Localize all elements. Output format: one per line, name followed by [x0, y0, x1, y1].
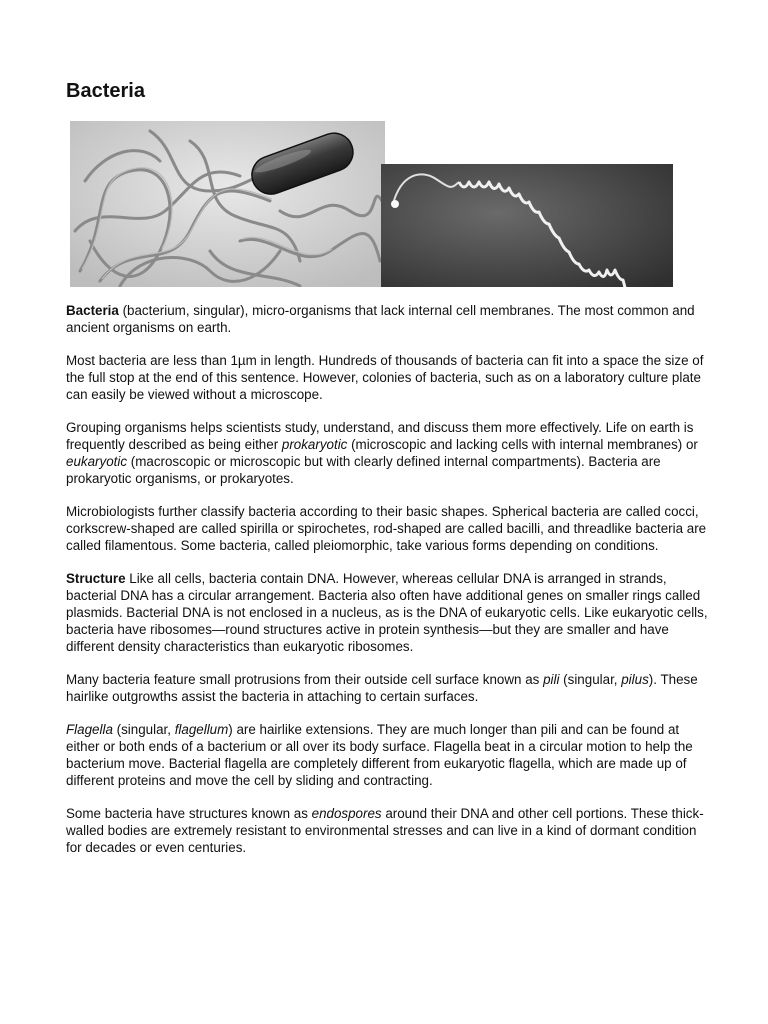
term-pili: pili [543, 672, 560, 687]
paragraph-structure: Structure Like all cells, bacteria contain DNA. However, whereas cellular DNA is arranged in strands, bacterial DNA has a circular arrangement. Bacteria also often have additional genes on smaller rings called plasmids. Bacterial DNA is not enclosed in a nucleus, as is the DNA of eukaryotic cells. Like eukaryotic cells, bacteria have ribosomes—round structures active in protein synthesis—but they are smaller and have different density characteristics than eukaryotic ribosomes. [66, 571, 708, 654]
bacteria-figure [70, 121, 673, 287]
paragraph-pili: Many bacteria feature small protrusions from their outside cell surface known as pili (singular, pilus). These hairlike outgrowths assist the bacteria in attaching to certain surfaces. [66, 672, 698, 704]
paragraph-flagella: Flagella (singular, flagellum) are hairlike extensions. They are much longer than pili and can be found at either or both ends of a bacterium or all over its body surface. Flagella beat in a circular motion to help the bacterium move. Bacterial flagella are completely different from eukaryotic flagella, which are made up of different proteins and move the cell by sliding and contracting. [66, 722, 693, 788]
paragraph-intro: Bacteria (bacterium, singular), micro-organisms that lack internal cell membranes. The most common and ancient organisms on earth. [66, 303, 695, 335]
heading-structure: Structure [66, 571, 126, 586]
rod-bacterium-image [70, 121, 385, 287]
term-flagella: Flagella [66, 722, 113, 737]
paragraph-shapes: Microbiologists further classify bacteria according to their basic shapes. Spherical bacteria are called cocci, corkscrew-shaped are called spirilla or spirochetes, rod-shaped are called bacilli, and threadlike bacteria are called filamentous. Some bacteria, called pleiomorphic, take various forms depending on conditions. [66, 504, 707, 553]
term-pilus: pilus [621, 672, 649, 687]
paragraph-endospores: Some bacteria have structures known as endospores around their DNA and other cell portions. These thick-walled bodies are extremely resistant to environmental stresses and can live in a kind of dormant condition for decades or even centuries. [66, 806, 704, 855]
paragraph-size: Most bacteria are less than 1µm in length. Hundreds of thousands of bacteria can fit into a space the size of the full stop at the end of this sentence. However, colonies of bacteria, such as on a laboratory culture plate can easily be viewed without a microscope. [66, 353, 704, 402]
term-bacteria: Bacteria [66, 303, 119, 318]
term-eukaryotic: eukaryotic [66, 454, 128, 469]
article-body [66, 302, 711, 872]
term-endospores: endospores [311, 806, 382, 821]
spirochete-image [381, 164, 673, 287]
term-prokaryotic: prokaryotic [281, 437, 348, 452]
paragraph-grouping: Grouping organisms helps scientists study, understand, and discuss them more effectively. Life on earth is frequently described as being either prokaryotic (microscopic and lacking cells with internal membranes) or eukaryotic (macroscopic or microscopic but with clearly defined internal compartments). Bacteria are prokaryotic organisms, or prokaryotes. [66, 420, 698, 486]
page-title: Bacteria [66, 80, 145, 102]
term-flagellum: flagellum [174, 722, 229, 737]
